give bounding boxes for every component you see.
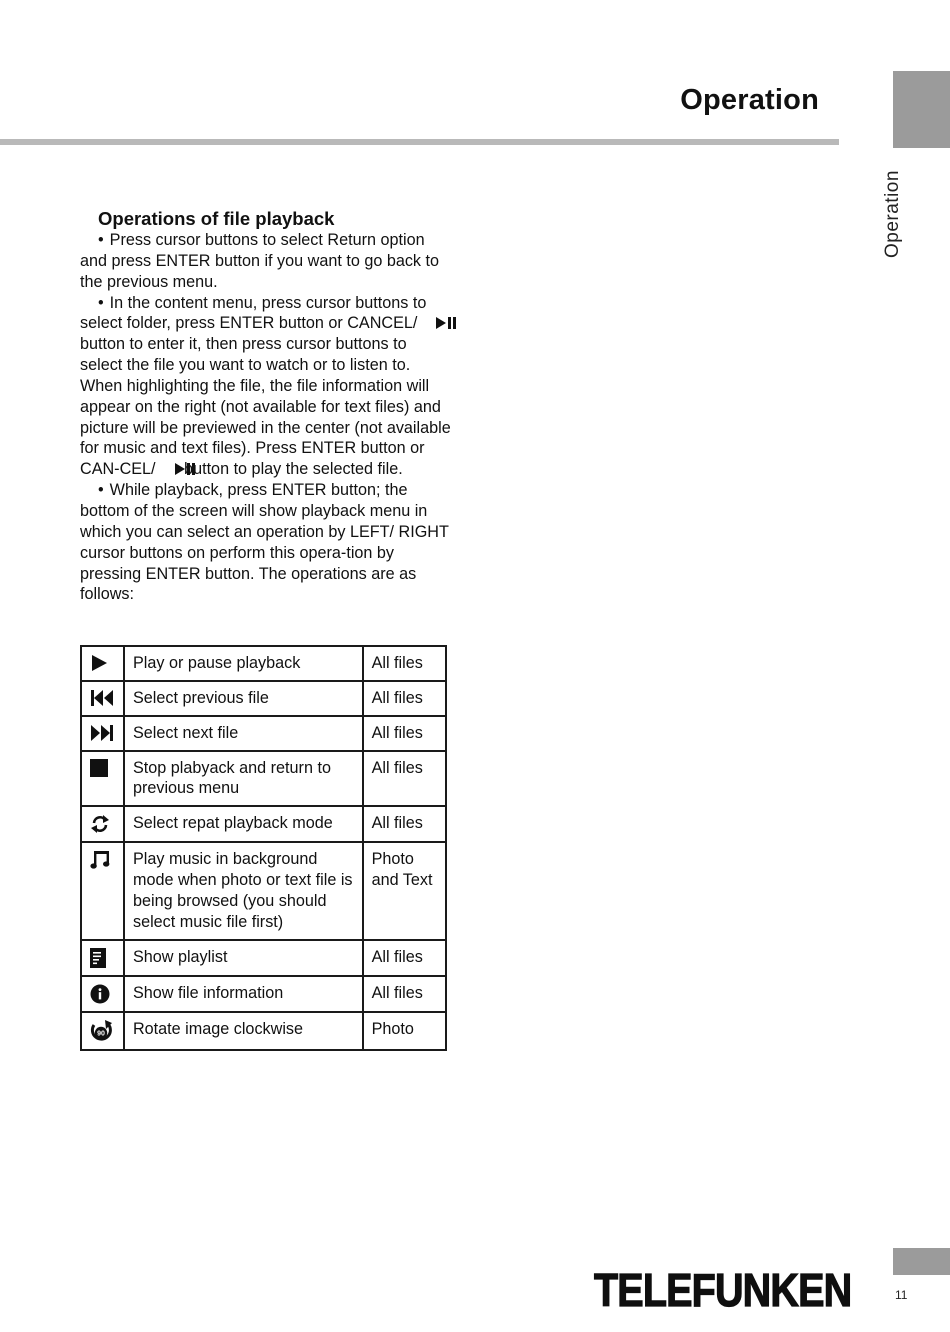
- brand-logo: TELEFUNKEN: [594, 1264, 852, 1316]
- table-row: [81, 1012, 446, 1050]
- table-row: [81, 806, 446, 842]
- operation-file-type: All files: [363, 940, 446, 976]
- side-tab-label: Operation: [882, 170, 903, 258]
- svg-text:90: 90: [97, 1030, 105, 1038]
- operation-file-type: All files: [363, 751, 446, 807]
- repeat-icon: [90, 814, 115, 834]
- operation-file-type: All files: [363, 646, 446, 681]
- rotate-clockwise-icon: [90, 1020, 115, 1042]
- table-row: [81, 681, 446, 716]
- table-row: [81, 646, 446, 681]
- table-row: [81, 976, 446, 1012]
- paragraph-return-option: • Press cursor buttons to select Return option and press ENTER button if you want to go back to the previous menu.: [80, 231, 440, 291]
- page-title: Operation: [680, 84, 819, 116]
- paragraph-content-menu: • In the content menu, press cursor buttons to select folder, press ENTER button or CANCEL/ button to enter it, then press cursor buttons to select the file you want to watch or to listen to. When highlighting the file, the file information will appear on the right (not available for text files) and picture will be previewed in the center (not available for music and text files). Press ENTER button or CAN-CEL/ button to play the selected file.: [80, 293, 452, 481]
- play-icon: [90, 654, 115, 672]
- info-icon: [90, 984, 115, 1004]
- operation-description: Select previous file: [124, 681, 363, 716]
- operation-description: Rotate image clockwise: [124, 1012, 363, 1050]
- operation-file-type: All files: [363, 976, 446, 1012]
- table-row: [81, 940, 446, 976]
- table-row: [81, 842, 446, 939]
- paragraph-playback-menu: • While playback, press ENTER button; the bottom of the screen will show playback menu in which you can select an operation by LEFT/ RIGHT cursor buttons on perform this opera-tion by pressing ENTER button. The operations are as follows:: [80, 481, 449, 604]
- operation-description: Play music in background mode when photo or text file is being browsed (you should select music file first): [124, 842, 363, 939]
- operation-description: Show file information: [124, 976, 363, 1012]
- operation-description: Play or pause playback: [124, 646, 363, 681]
- music-note-icon: [90, 850, 115, 870]
- side-tab-block: [893, 71, 950, 148]
- previous-track-icon: [90, 689, 115, 707]
- operation-file-type: All files: [363, 716, 446, 751]
- operation-file-type: All files: [363, 681, 446, 716]
- table-row: [81, 716, 446, 751]
- operation-description: Stop plabyack and return to previous menu: [124, 751, 363, 807]
- body-text: [80, 230, 452, 605]
- bullet: •: [98, 231, 104, 249]
- play-pause-icon: [156, 461, 178, 475]
- page-number: 11: [895, 1288, 908, 1302]
- operation-description: Show playlist: [124, 940, 363, 976]
- footer-block: [893, 1248, 950, 1275]
- bullet: •: [98, 293, 104, 312]
- bullet: •: [98, 481, 104, 500]
- play-pause-icon: [417, 315, 439, 329]
- operation-file-type: Photo and Text: [363, 842, 446, 939]
- operation-description: Select repat playback mode: [124, 806, 363, 842]
- stop-icon: [90, 759, 115, 777]
- table-row: [81, 751, 446, 807]
- title-rule: [0, 139, 839, 145]
- operation-file-type: All files: [363, 806, 446, 842]
- operations-table: [80, 645, 447, 1051]
- operation-description: Select next file: [124, 716, 363, 751]
- next-track-icon: [90, 724, 115, 742]
- operation-file-type: Photo: [363, 1012, 446, 1050]
- playlist-icon: [90, 948, 115, 968]
- section-heading: Operations of file playback: [98, 208, 335, 229]
